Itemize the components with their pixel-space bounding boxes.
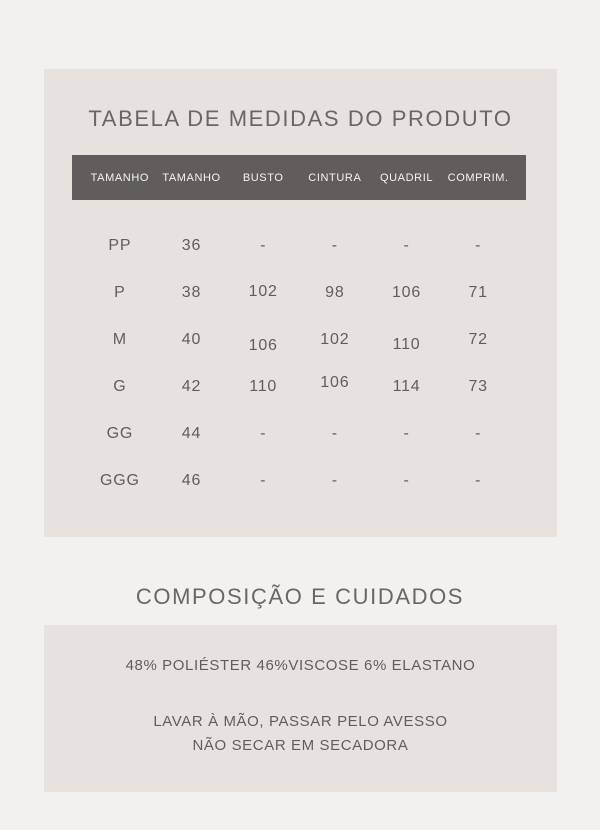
column-header-bust: BUSTO xyxy=(242,171,284,184)
table-cell: 44 xyxy=(181,424,202,442)
size-chart-panel xyxy=(44,69,557,537)
table-row-gg xyxy=(84,410,514,457)
table-cell: 36 xyxy=(181,236,202,254)
column-header-hip: QUADRIL xyxy=(379,171,434,184)
table-cell: 42 xyxy=(181,377,202,395)
column-header-size-label: TAMANHO xyxy=(90,171,150,184)
table-cell: 38 xyxy=(181,283,202,301)
table-cell: 72 xyxy=(468,330,488,348)
table-row-m xyxy=(84,316,514,363)
table-cell: 110 xyxy=(249,377,278,395)
table-cell: 110 xyxy=(392,335,421,353)
table-cell: - xyxy=(331,424,338,442)
table-cell: - xyxy=(260,424,267,442)
table-cell: M xyxy=(112,330,127,348)
table-cell: 114 xyxy=(392,377,421,395)
table-header-row xyxy=(72,155,526,200)
table-cell: GGG xyxy=(99,471,140,489)
table-cell: G xyxy=(113,377,127,395)
table-cell: 73 xyxy=(468,377,488,395)
table-row-p xyxy=(84,269,514,316)
table-row-ggg xyxy=(84,457,514,504)
table-cell: - xyxy=(475,471,482,489)
table-cell: - xyxy=(403,236,410,254)
table-cell: 102 xyxy=(320,330,350,348)
column-header-length: COMPRIM. xyxy=(447,171,509,184)
table-cell: P xyxy=(114,283,126,301)
table-cell: - xyxy=(475,236,482,254)
table-cell: 102 xyxy=(248,282,278,300)
page-title: TABELA DE MEDIDAS DO PRODUTO xyxy=(88,106,513,131)
table-cell: - xyxy=(403,424,410,442)
table-cell: GG xyxy=(106,424,134,442)
composition-section-title: COMPOSIÇÃO E CUIDADOS xyxy=(135,584,465,609)
care-instruction-line-1: LAVAR À MÃO, PASSAR PELO AVESSO xyxy=(153,713,448,730)
table-cell: - xyxy=(260,471,267,489)
table-cell: PP xyxy=(108,236,132,254)
table-cell: - xyxy=(331,471,338,489)
table-cell: 106 xyxy=(391,283,422,301)
table-cell: 106 xyxy=(320,373,350,391)
table-cell: - xyxy=(403,471,410,489)
column-header-waist: CINTURA xyxy=(308,171,362,184)
table-cell: 71 xyxy=(468,283,488,301)
table-row-pp xyxy=(84,222,514,269)
table-cell: 106 xyxy=(248,336,278,354)
table-cell: - xyxy=(260,236,267,254)
table-cell: 40 xyxy=(181,330,202,348)
table-cell: - xyxy=(331,236,338,254)
column-header-size-number: TAMANHO xyxy=(162,171,221,184)
composition-panel xyxy=(44,625,557,792)
table-cell: - xyxy=(475,424,482,442)
table-body xyxy=(72,200,526,504)
table-row-g xyxy=(84,363,514,410)
fabric-composition-text: 48% POLIÉSTER 46%VISCOSE 6% ELASTANO xyxy=(125,657,476,674)
product-size-table xyxy=(72,155,526,504)
table-cell: 46 xyxy=(181,471,202,489)
table-cell: 98 xyxy=(325,283,345,301)
care-instruction-line-2: NÃO SECAR EM SECADORA xyxy=(192,737,409,754)
